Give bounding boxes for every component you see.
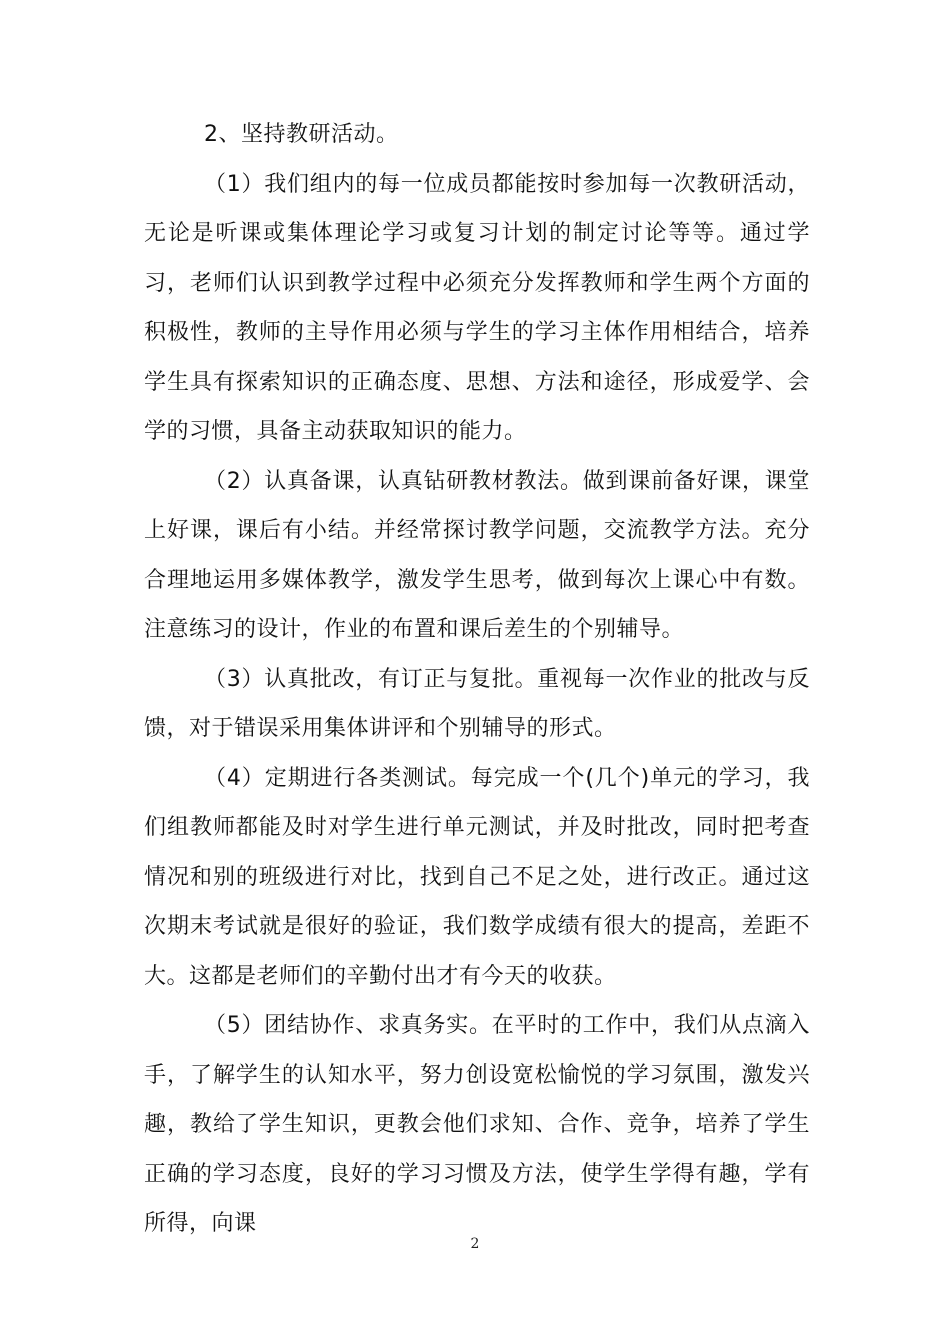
paragraph-4: （4）定期进行各类测试。每完成一个(几个)单元的学习，我们组教师都能及时对学生进行单元测试，并及时批改，同时把考查情况和别的班级进行对比，找到自己不足之处，进行改正。通过这次期末考试就是很好的验证，我们数学成绩有很大的提高，差距不大。这都是老师们的辛勤付出才有今天的收获。 [144, 765, 810, 989]
section-heading: 2、坚持教研活动。 [204, 122, 399, 147]
document-body [144, 110, 810, 1249]
page-number: 2 [470, 1236, 480, 1252]
paragraph-1: （1）我们组内的每一位成员都能按时参加每一次教研活动，无论是听课或集体理论学习或复习计划的制定讨论等等。通过学习，老师们认识到教学过程中必须充分发挥教师和学生两个方面的积极性，教师的主导作用必须与学生的学习主体作用相结合，培养学生具有探索知识的正确态度、思想、方法和途径，形成爱学、会学的习惯，具备主动获取知识的能力。 [144, 171, 810, 444]
paragraph-3: （3）认真批改，有订正与复批。重视每一次作业的批改与反馈，对于错误采用集体讲评和个别辅导的形式。 [144, 666, 810, 741]
paragraph-2: （2）认真备课，认真钻研教材教法。做到课前备好课，课堂上好课，课后有小结。并经常探讨教学问题，交流教学方法。充分合理地运用多媒体教学，激发学生思考，做到每次上课心中有数。注意练习的设计，作业的布置和课后差生的个别辅导。 [144, 468, 810, 642]
paragraph-5: （5）团结协作、求真务实。在平时的工作中，我们从点滴入手，了解学生的认知水平，努力创设宽松愉悦的学习氛围，激发兴趣，教给了学生知识，更教会他们求知、合作、竞争，培养了学生正确的学习态度，良好的学习习惯及方法，使学生学得有趣，学有所得，向课 [144, 1013, 810, 1236]
